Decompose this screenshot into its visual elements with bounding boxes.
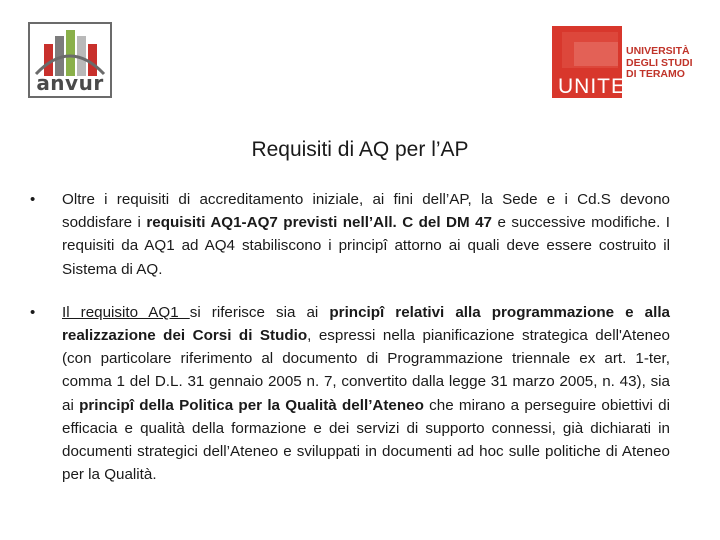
text-segment: , espressi nella pianificazione strategica dell'Ateneo (con particolare riferimento al documento di Programmazione triennale ex art. 1-ter, comma 1 del D.L. 31 gennaio 2005 n. 7, convertito dalla legge 31 marzo 2005, n. 43), sia ai	[62, 327, 670, 414]
bullet-item	[30, 188, 670, 281]
text-segment-bold: principî della Politica per la Qualità dell’Ateneo	[79, 396, 424, 414]
text-segment-bold: principî relativi alla programmazione e alla realizzazione dei Corsi di Studio	[62, 303, 671, 345]
unite-line: UNIVERSITÀ	[626, 45, 690, 57]
bullet-marker: •	[30, 191, 36, 208]
anvur-logo	[28, 22, 112, 98]
text-segment: Oltre i requisiti di accreditamento iniziale, ai fini dell’AP, la Sede e i Cd.S devono soddisfare i	[62, 191, 670, 232]
unite-university-name	[626, 46, 716, 81]
anvur-logo-text: anvur	[36, 71, 104, 95]
bullet-marker: •	[30, 303, 36, 321]
text-segment-bold: requisiti AQ1-AQ7 previsti nell’All. C del DM 47	[146, 214, 493, 232]
text-segment: che mirano a perseguire obiettivi di efficacia e qualità della formazione e dei servizi di supporto connessi, già dichiarati in documenti strategici dell’Ateneo e sviluppati in documenti ad hoc sulle politiche di Ateneo per la Qualità.	[62, 396, 670, 484]
bullet-text	[62, 191, 670, 278]
bullet-item	[30, 301, 670, 487]
unite-logo-word: UNITE	[558, 75, 626, 98]
unite-line: DI TERAMO	[626, 68, 685, 80]
slide-title: Requisiti di AQ per l’AP	[251, 138, 469, 161]
bullet-list	[30, 188, 670, 506]
bullet-text	[62, 304, 670, 483]
text-segment: e successive modifiche. I requisiti da AQ1 ad AQ4 stabiliscono i principî attorno ai quali deve essere costruito il Sistema di AQ.	[62, 214, 670, 278]
unite-line: DEGLI STUDI	[626, 56, 693, 69]
anvur-bars-graphic	[30, 24, 110, 76]
text-segment: si riferisce sia ai	[189, 303, 330, 321]
text-segment-underline: Il requisito AQ1	[62, 303, 190, 321]
